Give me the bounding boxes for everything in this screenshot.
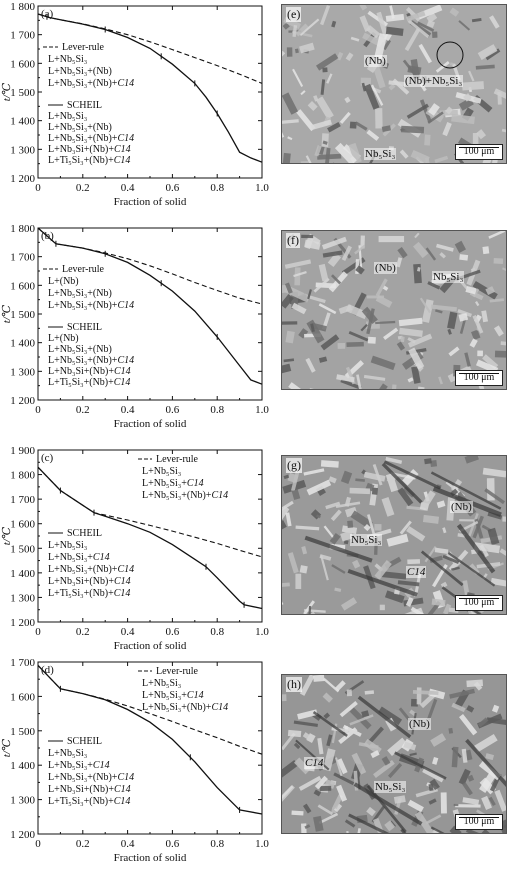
y-tick-label: 1 400	[10, 568, 35, 580]
panel-label: (b)	[41, 230, 54, 242]
panel-label: (d)	[41, 664, 54, 676]
legend-lever-entry: L+Nb₅Si₃+(Nb)+C14	[142, 702, 228, 713]
legend-scheil-entry: L+Nb₅Si₃+(Nb)+C14	[48, 772, 134, 783]
grain	[454, 804, 459, 806]
grain	[459, 254, 468, 260]
x-tick-label: 0.6	[166, 838, 180, 850]
grain	[413, 264, 422, 283]
x-tick-label: 1.0	[255, 838, 269, 850]
x-tick-label: 0	[35, 404, 41, 416]
legend-scheil-label: SCHEIL	[67, 736, 102, 747]
scale-bar: 100 μm	[455, 370, 503, 386]
y-tick-label: 1 600	[10, 691, 35, 703]
legend-lever-entry: L+Nb₅Si₃	[48, 54, 87, 65]
legend-scheil-entry: L+Nb₅Si₃	[48, 748, 87, 759]
x-axis-label: Fraction of solid	[114, 640, 187, 652]
y-tick-label: 1 800	[10, 470, 35, 482]
grain	[347, 520, 353, 527]
grain	[417, 687, 422, 704]
x-tick-label: 0	[35, 626, 41, 638]
grain	[494, 258, 504, 264]
chart-d	[0, 656, 270, 874]
grain	[462, 81, 484, 90]
micrograph-texture	[282, 675, 506, 833]
scale-bar: 100 μm	[455, 144, 503, 160]
grain	[379, 236, 405, 242]
y-tick-label: 1 500	[10, 87, 35, 99]
legend-lever-entry: L+Nb₅Si₃+C14	[142, 478, 204, 489]
y-axis-label: t/℃	[1, 738, 13, 757]
legend-scheil-entry: L+Ti₅Si₃+(Nb)+C14	[48, 796, 130, 807]
phase-label-nb5si3: Nb₅Si₃	[350, 534, 382, 546]
legend-scheil-entry: L+Nb₅Si₃	[48, 111, 87, 122]
panel-label: (e)	[286, 7, 301, 22]
y-tick-label: 1 600	[10, 519, 35, 531]
y-tick-label: 1 700	[10, 494, 35, 506]
y-tick-label: 1 400	[10, 116, 35, 128]
grain	[424, 134, 430, 145]
scale-bar: 100 μm	[455, 814, 503, 830]
y-axis-label: t/℃	[1, 82, 13, 101]
grain	[300, 565, 308, 573]
y-tick-label: 1 300	[10, 366, 35, 378]
grain	[338, 343, 346, 349]
x-axis-label: Fraction of solid	[114, 418, 187, 430]
x-tick-label: 1.0	[255, 626, 269, 638]
x-tick-label: 0.8	[210, 626, 224, 638]
y-tick-label: 1 500	[10, 543, 35, 555]
grain	[372, 488, 378, 495]
legend-scheil-entry: L+Nb₃Si+(Nb)+C14	[48, 144, 131, 155]
grain	[502, 516, 506, 521]
y-tick-label: 1 200	[10, 829, 35, 841]
grain	[321, 460, 339, 468]
grain	[459, 519, 474, 521]
micrograph-texture	[282, 5, 506, 163]
legend-lever-label: Lever-rule	[62, 264, 105, 275]
x-tick-label: 0.2	[76, 404, 90, 416]
grain	[392, 384, 397, 389]
grain	[347, 689, 352, 696]
grain	[282, 321, 297, 325]
chart-a	[0, 0, 270, 218]
micrograph-f	[281, 230, 507, 390]
x-tick-label: 0.8	[210, 182, 224, 194]
legend-lever-entry: L+Nb₅Si₃	[142, 678, 181, 689]
micrograph-g	[281, 455, 507, 615]
y-tick-label: 1 800	[10, 1, 35, 13]
y-tick-label: 1 200	[10, 173, 35, 185]
panel-label: (h)	[286, 677, 302, 692]
legend-scheil-entry: L+Ti₅Si₃+(Nb)+C14	[48, 155, 130, 166]
grain	[346, 342, 363, 347]
grain	[291, 810, 303, 815]
grain	[367, 296, 384, 299]
grain	[282, 694, 287, 701]
legend-lever-entry: L+Nb₅Si₃	[142, 466, 181, 477]
legend-scheil-entry: L+Nb₅Si₃+(Nb)+C14	[48, 564, 134, 575]
y-axis-label: t/℃	[1, 304, 13, 323]
panel-label: (f)	[286, 233, 300, 248]
legend-scheil-label: SCHEIL	[67, 322, 102, 333]
x-tick-label: 0.4	[121, 838, 135, 850]
x-axis-label: Fraction of solid	[114, 196, 187, 208]
legend-lever-entry: L+Nb₅Si₃+(Nb)+C14	[48, 78, 134, 89]
y-tick-label: 1 500	[10, 309, 35, 321]
x-axis-label: Fraction of solid	[114, 852, 187, 864]
y-tick-label: 1 300	[10, 795, 35, 807]
grain	[401, 126, 424, 134]
y-tick-label: 1 300	[10, 144, 35, 156]
x-tick-label: 1.0	[255, 404, 269, 416]
x-tick-label: 0.6	[166, 404, 180, 416]
chart-c	[0, 444, 270, 662]
legend-scheil-entry: L+Nb₃Si+(Nb)+C14	[48, 366, 131, 377]
phase-label-nb5si3: Nb₅Si₃	[432, 271, 464, 283]
y-tick-label: 1 900	[10, 445, 35, 457]
grain	[400, 336, 404, 342]
phase-label-nb: (Nb)	[374, 262, 397, 274]
grain	[368, 337, 376, 344]
y-tick-label: 1 600	[10, 280, 35, 292]
phase-label-nb: (Nb)	[408, 718, 431, 730]
grain	[283, 153, 291, 163]
grain	[287, 47, 293, 56]
panel-label: (c)	[41, 452, 54, 464]
grain	[407, 559, 420, 564]
legend-scheil-entry: L+Nb₅Si₃+C14	[48, 552, 110, 563]
grain	[466, 680, 483, 688]
grain	[424, 458, 432, 464]
legend-lever-label: Lever-rule	[156, 454, 199, 465]
x-tick-label: 0.2	[76, 626, 90, 638]
y-tick-label: 1 200	[10, 617, 35, 629]
y-tick-label: 1 300	[10, 592, 35, 604]
x-tick-label: 0.2	[76, 182, 90, 194]
micrograph-e	[281, 4, 507, 164]
legend-scheil-entry: L+Nb₃Si+(Nb)+C14	[48, 576, 131, 587]
x-tick-label: 0.2	[76, 838, 90, 850]
x-tick-label: 0.4	[121, 626, 135, 638]
y-tick-label: 1 400	[10, 338, 35, 350]
legend-lever-label: Lever-rule	[62, 42, 105, 53]
grain	[350, 488, 371, 494]
micrograph-h	[281, 674, 507, 834]
y-tick-label: 1 200	[10, 395, 35, 407]
legend-scheil-entry: L+Nb₅Si₃+(Nb)+C14	[48, 355, 134, 366]
grain	[313, 675, 324, 682]
y-tick-label: 1 700	[10, 252, 35, 264]
y-tick-label: 1 400	[10, 760, 35, 772]
legend-lever-entry: L+Nb₅Si₃+C14	[142, 690, 204, 701]
grain	[322, 67, 327, 72]
phase-label-nb: (Nb)	[364, 55, 387, 67]
grain	[320, 786, 331, 791]
grain	[482, 246, 489, 254]
grain	[301, 235, 313, 238]
phase-label-nb-plus-nb5si3: (Nb)+Nb₅Si₃	[404, 75, 463, 87]
legend-scheil-entry: L+Nb₅Si₃+(Nb)+C14	[48, 133, 134, 144]
micrograph-texture	[282, 456, 506, 614]
legend-scheil-entry: L+Nb₅Si₃	[48, 540, 87, 551]
y-tick-label: 1 800	[10, 223, 35, 235]
legend-scheil-entry: L+Nb₅Si₃+(Nb)	[48, 122, 112, 133]
grain	[374, 524, 381, 531]
grain	[350, 122, 357, 129]
x-tick-label: 0.8	[210, 838, 224, 850]
y-axis-label: t/℃	[1, 526, 13, 545]
grain	[295, 574, 301, 589]
legend-scheil-label: SCHEIL	[67, 100, 102, 111]
legend-scheil-entry: L+Nb₃Si+(Nb)+C14	[48, 784, 131, 795]
chart-b	[0, 222, 270, 440]
legend-scheil-entry: L+(Nb)	[48, 333, 79, 344]
legend-lever-entry: L+Nb₅Si₃+(Nb)+C14	[48, 300, 134, 311]
grain	[375, 108, 383, 128]
micrograph-texture	[282, 231, 506, 389]
x-tick-label: 0.6	[166, 182, 180, 194]
legend-scheil-label: SCHEIL	[67, 528, 102, 539]
legend-lever-entry: L+Nb₅Si₃+(Nb)	[48, 288, 112, 299]
y-tick-label: 1 700	[10, 657, 35, 669]
legend-scheil-entry: L+Nb₅Si₃+(Nb)	[48, 344, 112, 355]
legend-lever-entry: L+Nb₅Si₃+(Nb)+C14	[142, 490, 228, 501]
x-tick-label: 0.4	[121, 404, 135, 416]
y-tick-label: 1 600	[10, 58, 35, 70]
panel-label: (a)	[41, 8, 54, 20]
x-tick-label: 0	[35, 838, 41, 850]
legend-lever-entry: L+(Nb)	[48, 276, 79, 287]
x-tick-label: 0.8	[210, 404, 224, 416]
grain	[432, 32, 438, 38]
grain	[380, 605, 385, 610]
legend-lever-label: Lever-rule	[156, 666, 199, 677]
scale-bar: 100 μm	[455, 595, 503, 611]
grain	[477, 350, 483, 356]
grain	[441, 792, 447, 813]
panel-label: (g)	[286, 458, 302, 473]
grain	[448, 728, 453, 734]
y-tick-label: 1 700	[10, 30, 35, 42]
x-tick-label: 0	[35, 182, 41, 194]
phase-label-nb5si3: Nb₅Si₃	[374, 781, 406, 793]
legend-scheil-entry: L+Ti₅Si₃+(Nb)+C14	[48, 588, 130, 599]
grain	[288, 730, 301, 737]
phase-label-nb: (Nb)	[450, 501, 473, 513]
grain	[495, 351, 506, 358]
legend-scheil-entry: L+Nb₅Si₃+C14	[48, 760, 110, 771]
legend-lever-entry: L+Nb₅Si₃+(Nb)	[48, 66, 112, 77]
x-tick-label: 0.4	[121, 182, 135, 194]
phase-label-nb5si3: Nb₅Si₃	[364, 148, 396, 160]
x-tick-label: 1.0	[255, 182, 269, 194]
legend-scheil-entry: L+Ti₅Si₃+(Nb)+C14	[48, 377, 130, 388]
grain	[322, 133, 329, 147]
phase-label-c14: C14	[304, 757, 324, 769]
y-tick-label: 1 500	[10, 726, 35, 738]
phase-label-c14: C14	[406, 566, 426, 578]
x-tick-label: 0.6	[166, 626, 180, 638]
